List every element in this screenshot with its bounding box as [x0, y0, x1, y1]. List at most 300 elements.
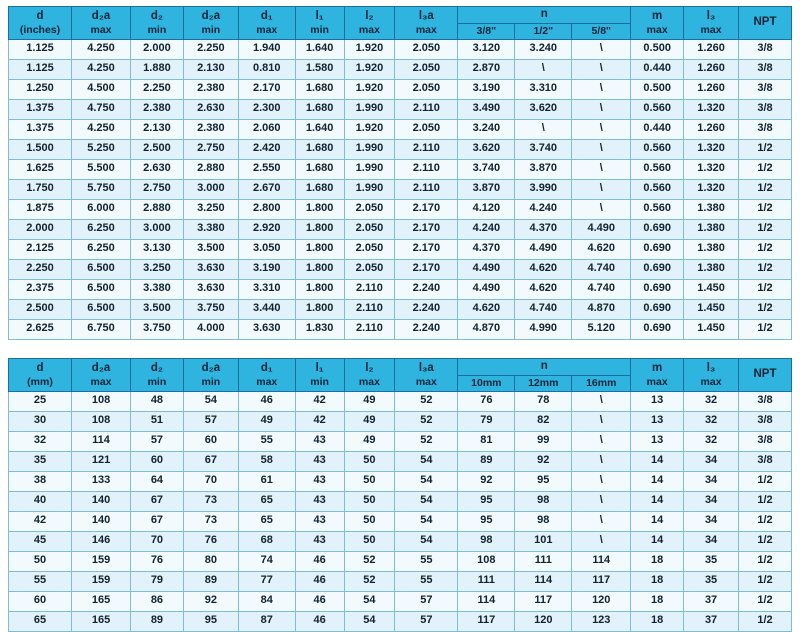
table-cell: 52: [395, 392, 458, 412]
table-cell: 18: [631, 552, 684, 572]
table-cell: \: [515, 60, 572, 80]
table-cell: 54: [395, 512, 458, 532]
header-n-1-2: 1/2": [515, 23, 572, 40]
table-cell: 4.620: [515, 280, 572, 300]
table-cell: 3.190: [458, 80, 515, 100]
table-row: [9, 240, 792, 260]
table-cell: 70: [183, 472, 238, 492]
table-cell: 6.500: [72, 280, 131, 300]
table-cell: 57: [183, 412, 238, 432]
table-cell: 43: [295, 532, 344, 552]
table-cell: 13: [631, 392, 684, 412]
table-cell: 43: [295, 452, 344, 472]
table-cell: 1.940: [238, 40, 295, 60]
table-cell: \: [572, 140, 631, 160]
table-cell: 2.170: [395, 260, 458, 280]
table-cell: 2.060: [238, 120, 295, 140]
table-cell: \: [572, 200, 631, 220]
table-cell: 1/2: [739, 220, 792, 240]
table-cell: 1.260: [684, 60, 739, 80]
table-row: [9, 100, 792, 120]
table-cell: 2.110: [395, 180, 458, 200]
table-cell: 43: [295, 432, 344, 452]
table-cell: 3.240: [458, 120, 515, 140]
table-cell: 46: [295, 592, 344, 612]
table-cell: 1.375: [9, 100, 72, 120]
table-cell: 2.240: [395, 320, 458, 340]
table-cell: \: [572, 432, 631, 452]
table-cell: 76: [183, 532, 238, 552]
table-cell: 38: [9, 472, 72, 492]
table-cell: 1/2: [739, 472, 792, 492]
table-cell: 117: [458, 612, 515, 632]
table-cell: 81: [458, 432, 515, 452]
table-cell: 1/2: [739, 300, 792, 320]
table-cell: 1.640: [295, 40, 344, 60]
mm-table-body: [9, 392, 792, 632]
table-row: [9, 300, 792, 320]
table-cell: 1/2: [739, 592, 792, 612]
table-cell: 50: [344, 532, 395, 552]
table-cell: 2.550: [238, 160, 295, 180]
table-cell: \: [572, 80, 631, 100]
table-cell: 3/8: [739, 100, 792, 120]
table-cell: 2.920: [238, 220, 295, 240]
table-cell: 60: [131, 452, 184, 472]
table-cell: 42: [295, 412, 344, 432]
table-cell: 52: [344, 572, 395, 592]
table-cell: 2.110: [395, 140, 458, 160]
header-npt: NPT: [739, 7, 792, 40]
table-cell: 43: [295, 512, 344, 532]
table-cell: 70: [131, 532, 184, 552]
table-cell: 3.000: [131, 220, 184, 240]
table-cell: 95: [183, 612, 238, 632]
table-cell: 120: [515, 612, 572, 632]
table-cell: 4.120: [458, 200, 515, 220]
table-cell: 1/2: [739, 240, 792, 260]
table-cell: 3/8: [739, 432, 792, 452]
table-cell: 111: [515, 552, 572, 572]
table-cell: \: [572, 120, 631, 140]
table-cell: 65: [9, 612, 72, 632]
table-cell: 2.170: [238, 80, 295, 100]
table-cell: 46: [238, 392, 295, 412]
table-row: [9, 412, 792, 432]
table-cell: 14: [631, 512, 684, 532]
table-cell: 65: [238, 492, 295, 512]
header-l1-min: l₁ min: [295, 7, 344, 40]
table-cell: 1.380: [684, 200, 739, 220]
table-gap: [8, 340, 792, 358]
table-row: [9, 160, 792, 180]
table-cell: 50: [344, 472, 395, 492]
table-cell: 14: [631, 452, 684, 472]
table-header-row: [9, 359, 792, 376]
table-cell: 6.000: [72, 200, 131, 220]
table-cell: 1/2: [739, 492, 792, 512]
table-cell: 1.680: [295, 80, 344, 100]
table-cell: 32: [684, 392, 739, 412]
table-cell: 2.130: [183, 60, 238, 80]
table-cell: 2.800: [238, 200, 295, 220]
table-cell: 2.110: [344, 280, 395, 300]
table-cell: 5.250: [72, 140, 131, 160]
table-cell: 67: [131, 492, 184, 512]
table-cell: \: [572, 100, 631, 120]
table-cell: 1.380: [684, 260, 739, 280]
header-n-10mm: 10mm: [458, 375, 515, 392]
table-cell: 45: [9, 532, 72, 552]
table-cell: 2.630: [131, 160, 184, 180]
table-cell: 123: [572, 612, 631, 632]
table-cell: 43: [295, 492, 344, 512]
table-cell: 30: [9, 412, 72, 432]
table-cell: 92: [183, 592, 238, 612]
table-cell: 2.170: [395, 240, 458, 260]
header-l2-max: l₂ max: [344, 7, 395, 40]
header-d1-max: d₁ max: [238, 359, 295, 392]
table-cell: 2.050: [344, 220, 395, 240]
table-cell: 2.250: [183, 40, 238, 60]
table-cell: 133: [72, 472, 131, 492]
table-cell: 2.050: [395, 80, 458, 100]
table-cell: 1.680: [295, 180, 344, 200]
table-cell: 46: [295, 612, 344, 632]
table-cell: 0.560: [631, 200, 684, 220]
table-cell: 37: [684, 592, 739, 612]
table-cell: 50: [344, 512, 395, 532]
table-cell: 5.750: [72, 180, 131, 200]
table-cell: 165: [72, 612, 131, 632]
table-cell: 1.450: [684, 280, 739, 300]
table-cell: 2.130: [131, 120, 184, 140]
table-cell: 50: [9, 552, 72, 572]
table-row: [9, 512, 792, 532]
table-cell: 18: [631, 592, 684, 612]
table-cell: 0.440: [631, 60, 684, 80]
table-cell: 1.320: [684, 180, 739, 200]
table-cell: 1.500: [9, 140, 72, 160]
table-cell: 4.250: [72, 120, 131, 140]
table-cell: 68: [238, 532, 295, 552]
table-cell: 5.120: [572, 320, 631, 340]
table-cell: 4.000: [183, 320, 238, 340]
table-row: [9, 40, 792, 60]
table-cell: 1.375: [9, 120, 72, 140]
table-row: [9, 220, 792, 240]
table-cell: 4.500: [72, 80, 131, 100]
table-cell: 32: [684, 432, 739, 452]
table-cell: 2.050: [344, 200, 395, 220]
table-cell: \: [572, 392, 631, 412]
table-row: [9, 200, 792, 220]
table-cell: 1.450: [684, 320, 739, 340]
table-cell: 3/8: [739, 392, 792, 412]
header-d2-min: d₂ min: [131, 7, 184, 40]
table-cell: 1/2: [739, 200, 792, 220]
table-row: [9, 180, 792, 200]
table-row: [9, 80, 792, 100]
table-cell: 3.240: [515, 40, 572, 60]
table-cell: 6.250: [72, 240, 131, 260]
table-cell: 2.500: [9, 300, 72, 320]
table-cell: 3.740: [515, 140, 572, 160]
table-cell: \: [572, 512, 631, 532]
table-cell: 0.810: [238, 60, 295, 80]
table-cell: 3.500: [183, 240, 238, 260]
table-cell: \: [572, 532, 631, 552]
table-cell: 46: [295, 572, 344, 592]
table-cell: 1.260: [684, 80, 739, 100]
table-cell: 2.750: [183, 140, 238, 160]
table-cell: 95: [515, 472, 572, 492]
table-cell: 54: [395, 472, 458, 492]
table-cell: 4.250: [72, 60, 131, 80]
table-cell: 48: [131, 392, 184, 412]
table-cell: 0.440: [631, 120, 684, 140]
table-cell: 1.750: [9, 180, 72, 200]
table-cell: 0.690: [631, 220, 684, 240]
table-cell: 3/8: [739, 452, 792, 472]
table-cell: 1.580: [295, 60, 344, 80]
table-cell: 2.110: [395, 160, 458, 180]
table-cell: 2.375: [9, 280, 72, 300]
table-cell: 14: [631, 492, 684, 512]
table-cell: 57: [395, 592, 458, 612]
table-cell: 3.120: [458, 40, 515, 60]
header-l3-max: l₃ max: [684, 7, 739, 40]
table-cell: 3.740: [458, 160, 515, 180]
table-cell: 2.500: [131, 140, 184, 160]
table-cell: 78: [515, 392, 572, 412]
table-cell: 159: [72, 572, 131, 592]
table-cell: 1/2: [739, 140, 792, 160]
table-cell: 1.920: [344, 120, 395, 140]
table-cell: 76: [458, 392, 515, 412]
table-cell: 42: [9, 512, 72, 532]
table-cell: 1.800: [295, 240, 344, 260]
table-cell: 92: [515, 452, 572, 472]
table-cell: 52: [395, 412, 458, 432]
table-row: [9, 472, 792, 492]
header-m-max: m max: [631, 359, 684, 392]
table-cell: 2.250: [9, 260, 72, 280]
table-cell: 4.740: [572, 280, 631, 300]
table-cell: 87: [238, 612, 295, 632]
table-cell: 60: [9, 592, 72, 612]
table-cell: 2.300: [238, 100, 295, 120]
table-cell: 114: [72, 432, 131, 452]
table-cell: 54: [183, 392, 238, 412]
table-cell: 64: [131, 472, 184, 492]
table-cell: 0.690: [631, 240, 684, 260]
table-cell: 92: [458, 472, 515, 492]
table-cell: 4.370: [458, 240, 515, 260]
table-cell: 2.110: [344, 320, 395, 340]
table-row: [9, 492, 792, 512]
table-cell: 1.680: [295, 140, 344, 160]
table-cell: 49: [344, 432, 395, 452]
table-cell: 2.000: [131, 40, 184, 60]
table-cell: 3.380: [131, 280, 184, 300]
table-cell: 1/2: [739, 180, 792, 200]
table-cell: 34: [684, 532, 739, 552]
table-cell: 3.620: [515, 100, 572, 120]
table-cell: 32: [684, 412, 739, 432]
table-cell: 111: [458, 572, 515, 592]
table-cell: 89: [131, 612, 184, 632]
table-cell: 60: [183, 432, 238, 452]
table-cell: 35: [684, 572, 739, 592]
table-cell: 2.750: [131, 180, 184, 200]
header-n-5-8: 5/8": [572, 23, 631, 40]
table-cell: 1.260: [684, 40, 739, 60]
table-cell: 89: [458, 452, 515, 472]
header-n-3-8: 3/8": [458, 23, 515, 40]
table-cell: 2.670: [238, 180, 295, 200]
table-cell: 165: [72, 592, 131, 612]
table-cell: \: [515, 120, 572, 140]
table-cell: 1.800: [295, 300, 344, 320]
table-cell: 1/2: [739, 260, 792, 280]
table-row: [9, 532, 792, 552]
table-cell: 1.380: [684, 240, 739, 260]
header-d2a-max: d₂a max: [72, 7, 131, 40]
table-cell: 1.320: [684, 160, 739, 180]
table-cell: 2.110: [344, 300, 395, 320]
table-cell: 95: [458, 512, 515, 532]
table-cell: 3/8: [739, 40, 792, 60]
header-d1-max: d₁ max: [238, 7, 295, 40]
table-cell: 2.240: [395, 280, 458, 300]
table-cell: \: [572, 160, 631, 180]
header-l1-min: l₁ min: [295, 359, 344, 392]
table-cell: 3.490: [458, 100, 515, 120]
table-cell: 95: [458, 492, 515, 512]
table-cell: 4.490: [458, 280, 515, 300]
table-cell: 1/2: [739, 572, 792, 592]
table-cell: 3/8: [739, 120, 792, 140]
table-cell: 1.380: [684, 220, 739, 240]
table-cell: \: [572, 40, 631, 60]
header-npt: NPT: [739, 359, 792, 392]
table-cell: 34: [684, 492, 739, 512]
table-cell: 49: [344, 392, 395, 412]
table-cell: 55: [395, 552, 458, 572]
table-cell: 49: [344, 412, 395, 432]
table-cell: 3/8: [739, 60, 792, 80]
table-cell: 4.620: [572, 240, 631, 260]
table-cell: 3.500: [131, 300, 184, 320]
table-cell: 3.750: [183, 300, 238, 320]
table-cell: 52: [395, 432, 458, 452]
table-cell: 2.870: [458, 60, 515, 80]
table-cell: 34: [684, 452, 739, 472]
header-m-max: m max: [631, 7, 684, 40]
table-cell: 79: [458, 412, 515, 432]
table-cell: 18: [631, 612, 684, 632]
table-cell: 3.620: [458, 140, 515, 160]
table-cell: 98: [515, 492, 572, 512]
table-row: [9, 260, 792, 280]
table-cell: 4.750: [72, 100, 131, 120]
table-row: [9, 320, 792, 340]
table-cell: 2.630: [183, 100, 238, 120]
table-cell: 99: [515, 432, 572, 452]
table-cell: 6.750: [72, 320, 131, 340]
table-cell: 14: [631, 532, 684, 552]
table-cell: 4.740: [572, 260, 631, 280]
table-cell: 43: [295, 472, 344, 492]
table-row: [9, 592, 792, 612]
header-d: d (inches): [9, 7, 72, 40]
table-cell: 25: [9, 392, 72, 412]
header-l3-max: l₃ max: [684, 359, 739, 392]
table-cell: 1/2: [739, 612, 792, 632]
table-cell: 3.310: [515, 80, 572, 100]
table-cell: 67: [183, 452, 238, 472]
table-cell: 2.380: [183, 80, 238, 100]
table-cell: 84: [238, 592, 295, 612]
table-cell: 0.560: [631, 140, 684, 160]
header-l3a-max: l₃a max: [395, 359, 458, 392]
table-cell: 1.800: [295, 200, 344, 220]
table-cell: 1.680: [295, 160, 344, 180]
table-cell: 4.620: [458, 300, 515, 320]
table-cell: 4.870: [458, 320, 515, 340]
table-cell: 1.320: [684, 100, 739, 120]
header-d2a-max: d₂a max: [72, 359, 131, 392]
table-cell: 0.560: [631, 160, 684, 180]
table-cell: 98: [458, 532, 515, 552]
table-cell: 1/2: [739, 532, 792, 552]
table-cell: 80: [183, 552, 238, 572]
table-cell: 1.250: [9, 80, 72, 100]
table-cell: 146: [72, 532, 131, 552]
table-row: [9, 140, 792, 160]
table-cell: 1.990: [344, 160, 395, 180]
table-cell: 3.310: [238, 280, 295, 300]
table-cell: 54: [395, 492, 458, 512]
table-cell: 4.870: [572, 300, 631, 320]
table-cell: 2.050: [395, 40, 458, 60]
table-cell: 51: [131, 412, 184, 432]
table-cell: 4.240: [458, 220, 515, 240]
table-cell: 89: [183, 572, 238, 592]
table-cell: 55: [9, 572, 72, 592]
table-cell: 3.000: [183, 180, 238, 200]
table-cell: 2.050: [395, 60, 458, 80]
table-cell: 34: [684, 472, 739, 492]
table-cell: 3.990: [515, 180, 572, 200]
table-cell: 73: [183, 512, 238, 532]
table-cell: 1.125: [9, 60, 72, 80]
table-cell: 1.830: [295, 320, 344, 340]
table-cell: 13: [631, 412, 684, 432]
table-cell: 3.380: [183, 220, 238, 240]
table-cell: 4.490: [458, 260, 515, 280]
table-cell: 0.690: [631, 280, 684, 300]
table-cell: 1.625: [9, 160, 72, 180]
table-cell: 3.750: [131, 320, 184, 340]
table-cell: 3.630: [183, 260, 238, 280]
table-cell: 117: [515, 592, 572, 612]
table-cell: 2.880: [131, 200, 184, 220]
table-cell: 114: [458, 592, 515, 612]
table-cell: 0.500: [631, 80, 684, 100]
header-n-12mm: 12mm: [515, 375, 572, 392]
